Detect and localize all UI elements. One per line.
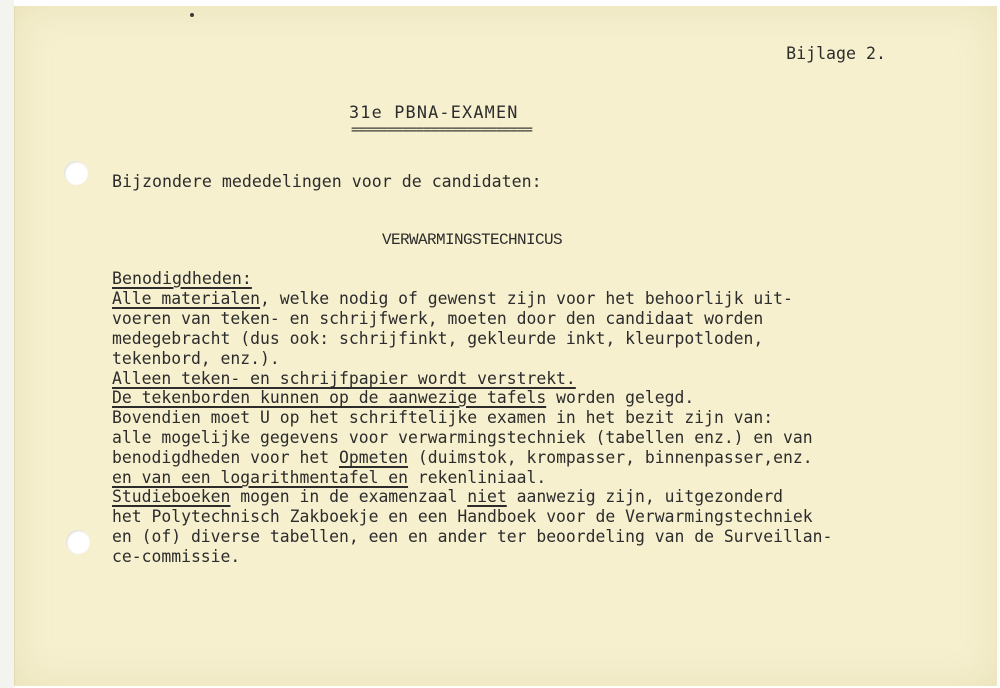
body-line-8: alle mogelijke gegevens voor verwarmingstechniek (tabellen enz.) en van xyxy=(112,428,813,447)
body-line-9: benodigdheden voor het Opmeten (duimstok, krompasser, binnenpasser,enz. xyxy=(112,448,813,467)
notice-heading: Bijzondere mededelingen voor de candidaten: xyxy=(112,172,542,191)
body-line-6: De tekenborden kunnen op de aanwezige tafels worden gelegd. xyxy=(112,388,695,407)
body-line-13: en (of) diverse tabellen, een en ander ter beoordeling van de Surveillan- xyxy=(112,527,833,546)
punch-hole-top xyxy=(64,161,88,185)
body-line-3: medegebracht (dus ook: schrijfinkt, gekleurde inkt, kleurpotloden, xyxy=(112,329,764,348)
appendix-label: Bijlage 2. xyxy=(786,44,886,63)
ink-speck xyxy=(190,13,194,17)
section-heading-requirements: Benodigdheden: xyxy=(112,269,252,288)
body-line-14: ce-commissie. xyxy=(112,547,241,566)
scan-edge xyxy=(0,0,14,688)
punch-hole-bottom xyxy=(66,530,90,554)
discipline-heading: VERWARMINGSTECHNICUS xyxy=(382,231,563,249)
body-line-5: Alleen teken- en schrijfpapier wordt verstrekt. xyxy=(112,369,576,388)
body-line-12: het Polytechnisch Zakboekje en een Handboek voor de Verwarmingstechniek xyxy=(112,507,813,526)
exam-title: 31e PBNA-EXAMEN xyxy=(349,102,519,122)
body-line-7: Bovendien moet U op het schriftelijke examen in het bezit zijn van: xyxy=(112,408,774,427)
title-double-underline: ========================= xyxy=(351,122,532,138)
body-line-1: Alle materialen, welke nodig of gewenst zijn voor het behoorlijk uit- xyxy=(112,289,793,308)
body-line-2: voeren van teken- en schrijfwerk, moeten door den candidaat worden xyxy=(112,309,764,328)
body-line-10: en van een logarithmentafel en rekenliniaal. xyxy=(112,468,547,487)
body-line-4: tekenbord, enz.). xyxy=(112,349,280,368)
body-line-11: Studieboeken mogen in de examenzaal niet aanwezig zijn, uitgezonderd xyxy=(112,487,784,506)
